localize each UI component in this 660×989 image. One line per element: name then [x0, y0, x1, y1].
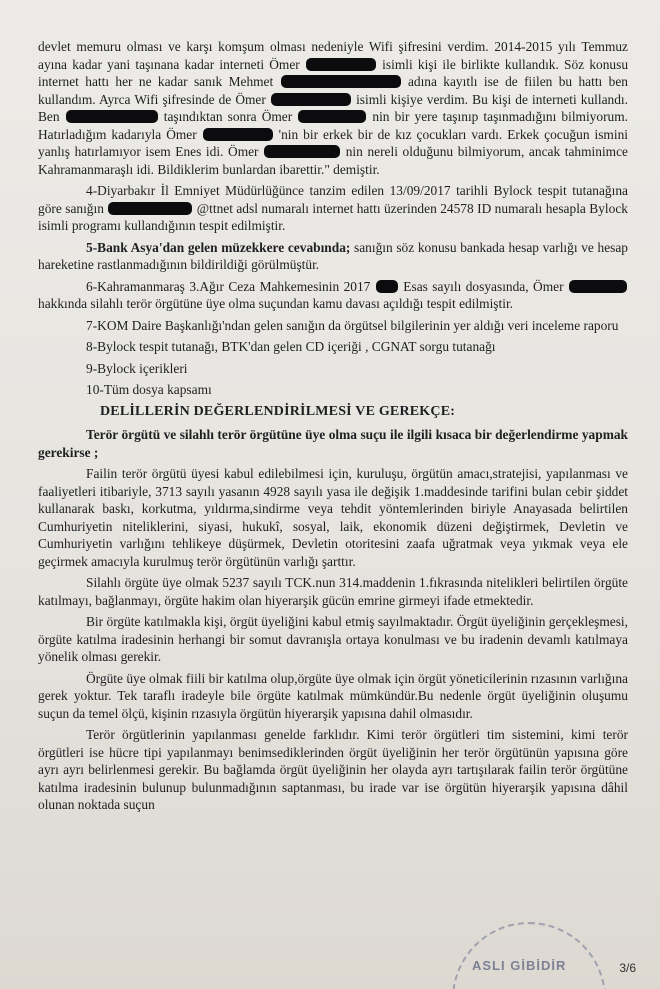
evidence-item-7: 7-KOM Daire Başkanlığı'ndan gelen sanığın da örgütsel bilgilerinin yer aldığı veri inceleme raporu — [86, 317, 619, 333]
text-segment: @ttnet adsl numaralı internet hattı üzerinden 24578 ID numaralı hesapla Bylock isimli programı kullandığının tespit edilmiştir. — [38, 200, 628, 233]
bold-text: 5-Bank Asya'dan gelen müzekkere cevabında; — [86, 239, 351, 255]
text-segment: devlet memuru olması ve karşı komşum olması nedeniyle Wifi şifresini verdim. 2014-2015 yılı Temmuz ayına kadar yani taşınana kadar interneti Ömer — [38, 39, 628, 72]
redaction-block — [203, 128, 273, 141]
evidence-item-9: 9-Bylock içerikleri — [86, 360, 188, 376]
redaction-block — [264, 145, 340, 158]
document-body — [38, 38, 628, 818]
evidence-item-10: 10-Tüm dosya kapsamı — [86, 382, 212, 397]
redaction-block — [281, 75, 401, 88]
stamp-label: ASLI GİBİDİR — [472, 958, 567, 973]
text-segment: taşındıktan sonra Ömer — [163, 109, 293, 124]
reasoning-paragraph-1: Failin terör örgütü üyesi kabul edilebilmesi için, kuruluşu, örgütün amacı,stratejisi, yapılanması ve faaliyetleri itibariyle, 3713 sayılı yasanın 4928 sayılı yasa ile değişik 1.maddesinde tarifini bulan cebir şiddet kullanarak baskı, korkutma, yıldırma,sindirme veya tehdit yöntemlerinden biriyle Anayasada belirtilen Cumhuriyetin niteliklerini, siyasi, hukukî, sosyal, laik, ekonomik düzeni değiştirmek, Devletin ve Cumhuriyetin varlığını tehlikeye düşürmek, Devletin otoritesini zaafa uğratmak veya yıkmak veya ele geçirmek amacıyla kurulmuş terör örgütünün varlığı şarttır. — [38, 466, 628, 569]
text-segment: isimli kişi ile birlikte kullandık. Söz konusu internet hattı her ne kadar sanık Mehmet — [38, 56, 629, 89]
redaction-block — [569, 280, 627, 293]
witness-statement-paragraph — [38, 38, 628, 178]
redaction-block — [298, 110, 366, 123]
text-segment: hakkında silahlı terör örgütüne üye olma suçundan kamu davası açıldığı tespit edilmiştir. — [38, 296, 514, 311]
sub-heading: Terör örgütü ve silahlı terör örgütüne üye olma suçu ile ilgili kısaca bir değerlendirme yapmak gerekirse ; — [38, 427, 628, 460]
reasoning-paragraph-2: Silahlı örgüte üye olmak 5237 sayılı TCK.nun 314.maddenin 1.fıkrasında nitelikleri belirtilen örgüte katılmayı, bağlanmayı, örgüte hakim olan hiyerarşik gücün emrine girmeyi ifade etmektedir. — [38, 575, 628, 608]
text-segment: isimli kişiye verdim. Bu kişi de interneti kullandı. Ben — [38, 91, 628, 124]
text-segment: 6-Kahramanmaraş 3.Ağır Ceza Mahkemesinin 2017 — [86, 278, 371, 294]
text-segment: adına kayıtlı ise de fiilen bu hattı ben kullandım. Ayrca Wifi şifresinde de Ömer — [38, 74, 628, 107]
text-segment: sanığın söz konusu bankada hesap varlığı ve hesap hareketine rastlanmadığının bildirildiği görülmüştür. — [38, 239, 628, 272]
text-segment: 4-Diyarbakır İl Emniyet Müdürlüğünce tanzim edilen 13/09/2017 tarihli Bylock tespit tutanağına göre sanığın — [38, 183, 628, 216]
page-number: 3/6 — [619, 961, 636, 975]
redaction-block — [66, 110, 158, 123]
reasoning-paragraph-4: Örgüte üye olmak fiili bir katılma olup,örgüte üye olmak için örgüt yöneticilerinin rızasının varlığına gerek yoktur. Tek taraflı iradeyle bile örgüte katılmak mümkündür.Bu nedenle örgüt üyeliğinin oluşumu suçun da temel ölçü, kişinin rızasıyla örgütün hiyerarşik yapısına dahil olmasıdır. — [38, 670, 628, 721]
evidence-item-5 — [38, 239, 628, 274]
redaction-block — [306, 58, 376, 71]
text-segment: 'nin bir erkek bir de kız çocukları vardı. Erkek çocuğun ismini yanlış hatırlamıyor isem Enes idi. Ömer — [38, 126, 628, 159]
section-heading: DELİLLERİN DEĞERLENDİRİLMESİ VE GEREKÇE: — [100, 403, 456, 419]
evidence-item-4 — [38, 182, 628, 235]
reasoning-paragraph-5: Terör örgütlerinin yapılanması genelde farklıdır. Kimi terör örgütleri tim sistemini, kimi terör örgütleri ise hücre tipi yapılanmayı benimsediklerinden örgüt üyeliğinin her terör örgütünün yapısına göre ayrı ayrı belirlenmesi gerekir. Bu bağlamda örgüt üyeliğinin her olayda ayrı tartışılarak failin terör örgütüne katılma iradesinin bulunup bulunmadığının saptanması, bu irade var ise örgütün hiyerarşik yapısına dâhil olunan noktada suçun — [38, 727, 628, 812]
redaction-block — [271, 93, 351, 106]
redaction-block — [376, 280, 398, 293]
evidence-item-6 — [38, 278, 628, 313]
text-segment: Esas sayılı dosyasında, Ömer — [403, 278, 564, 294]
redaction-block — [108, 202, 192, 215]
text-segment: nin nereli olduğunu bilmiyorum, ancak tahminimce Kahramanmaraşlı idi. Bildiklerim bunlardan ibarettir." demiştir. — [38, 144, 628, 177]
text-segment: nin bir yere taşınıp taşınmadığını bilmiyorum. Hatırladığım kadarıyla Ömer — [38, 109, 628, 142]
evidence-item-8: 8-Bylock tespit tutanağı, BTK'dan gelen CD içeriği , CGNAT sorgu tutanağı — [86, 339, 496, 354]
official-stamp — [452, 922, 606, 989]
reasoning-paragraph-3: Bir örgüte katılmakla kişi, örgüt üyeliğini kabul etmiş sayılmaktadır. Örgüt üyeliğinin gerçekleşmesi, örgüte katılma iradesinin herhangi bir somut davranışla ortaya konulması ve bu iradenin devamlı katılmaya yönelik olması gerekir. — [38, 614, 628, 664]
